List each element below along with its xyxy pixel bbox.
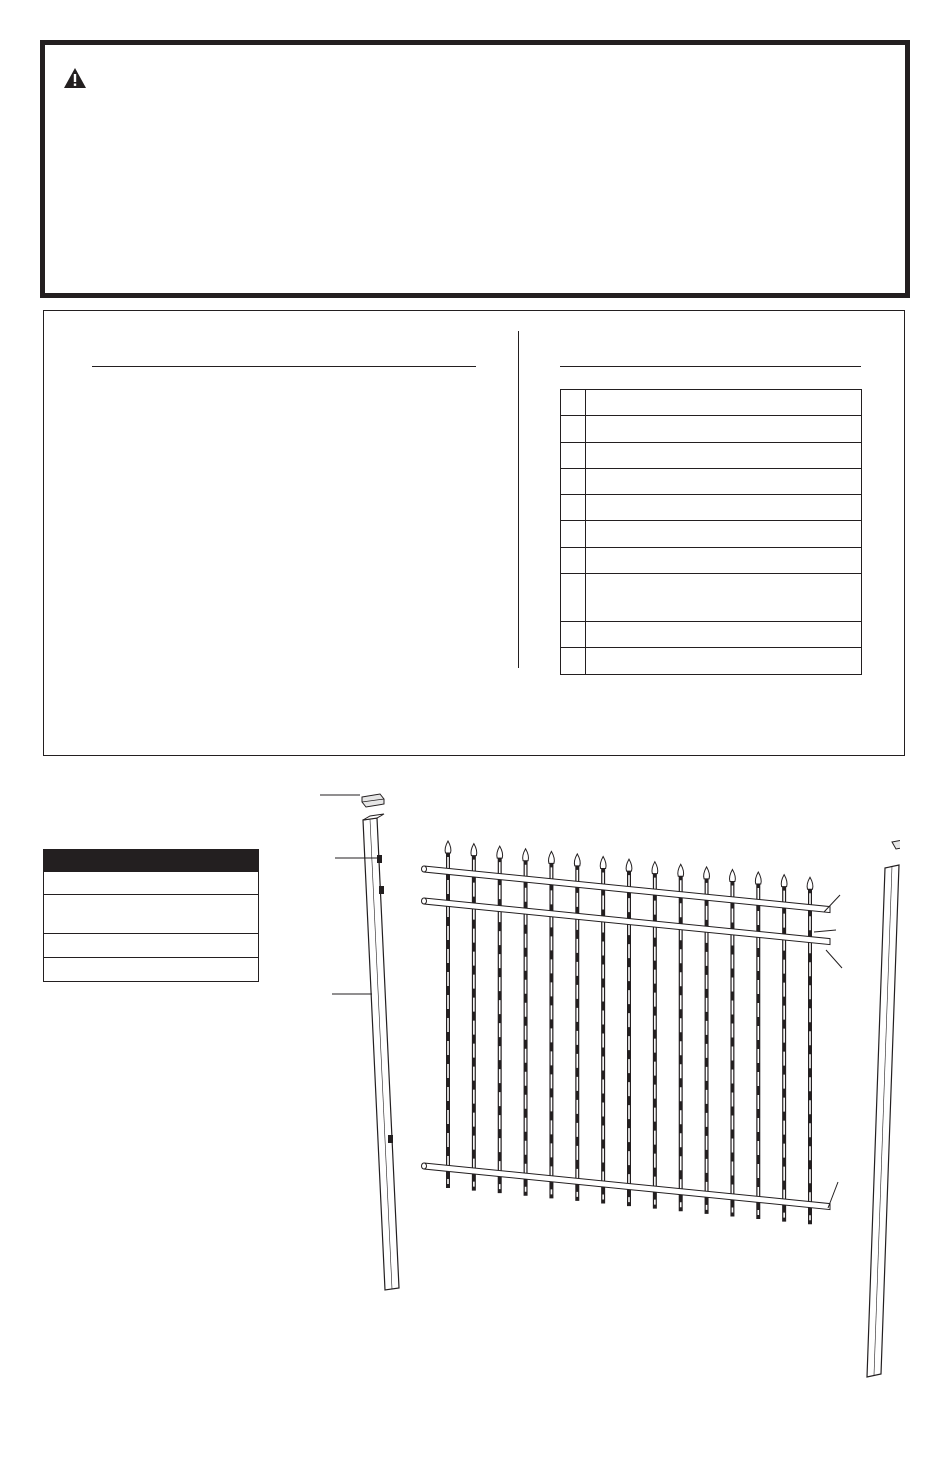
specification-cell: [44, 934, 259, 958]
picket-finial: [523, 849, 529, 861]
part-number-cell: [561, 521, 586, 547]
left-post: [363, 814, 399, 1290]
warning-box: [40, 40, 910, 298]
picket-finial: [549, 851, 555, 863]
leader-line-picket: [814, 930, 836, 932]
bottom-rail-end: [422, 1163, 427, 1169]
picket-finial: [445, 841, 451, 853]
picket-finial: [678, 864, 684, 876]
parts-row: [561, 390, 862, 416]
post-bracket-hole: [379, 886, 384, 894]
specification-row: [44, 934, 259, 958]
right-post-cap: [892, 839, 900, 849]
specification-row: [44, 872, 259, 895]
parts-row: [561, 648, 862, 674]
warning-triangle-icon: [63, 67, 87, 89]
part-description-cell: [586, 574, 862, 622]
specification-table: [43, 849, 259, 982]
picket-finial: [652, 862, 658, 874]
part-description-cell: [586, 648, 862, 674]
part-description-cell: [586, 468, 862, 494]
picket: [574, 854, 580, 1201]
picket-finial: [807, 877, 813, 889]
leader-line-middle-rail: [826, 950, 842, 968]
part-description-cell: [586, 495, 862, 521]
parts-row: [561, 495, 862, 521]
parts-row: [561, 547, 862, 573]
picket-finial: [704, 867, 710, 879]
specification-cell: [44, 872, 259, 895]
picket: [626, 859, 632, 1206]
part-number-cell: [561, 495, 586, 521]
part-number-cell: [561, 622, 586, 648]
specification-header-cell: [44, 850, 259, 872]
leader-line-top-rail: [824, 895, 840, 912]
parts-row: [561, 416, 862, 442]
part-number-cell: [561, 547, 586, 573]
specification-header-row: [44, 850, 259, 872]
part-number-cell: [561, 468, 586, 494]
picket-finial: [471, 844, 477, 856]
picket: [523, 849, 529, 1196]
picket-finial: [600, 857, 606, 869]
picket-finial: [730, 869, 736, 881]
left-post-cap: [362, 794, 384, 807]
specification-cell: [44, 895, 259, 934]
picket: [497, 846, 503, 1193]
picket: [678, 864, 684, 1211]
picket: [755, 872, 761, 1219]
part-description-cell: [586, 622, 862, 648]
leader-line-bottom-rail: [828, 1182, 838, 1208]
parts-list-table: [560, 389, 862, 675]
info-box: [43, 310, 905, 756]
picket: [652, 862, 658, 1209]
picket: [704, 867, 710, 1214]
picket: [730, 869, 736, 1216]
part-number-cell: [561, 442, 586, 468]
picket: [549, 851, 555, 1198]
specification-cell: [44, 958, 259, 982]
part-number-cell: [561, 648, 586, 674]
picket: [600, 857, 606, 1204]
right-heading-rule: [560, 366, 861, 367]
part-description-cell: [586, 442, 862, 468]
column-divider: [518, 331, 519, 668]
picket-finial: [574, 854, 580, 866]
post-bracket-hole: [377, 855, 382, 863]
part-description-cell: [586, 390, 862, 416]
part-number-cell: [561, 574, 586, 622]
middle-rail-end: [422, 898, 427, 904]
parts-row: [561, 521, 862, 547]
specification-row: [44, 958, 259, 982]
picket-finial: [755, 872, 761, 884]
picket-finial: [781, 875, 787, 887]
picket-finial: [497, 846, 503, 858]
part-description-cell: [586, 547, 862, 573]
specification-row: [44, 895, 259, 934]
part-description-cell: [586, 521, 862, 547]
right-post: [867, 865, 899, 1377]
rails: [422, 866, 831, 1210]
fence-assembly-diagram: [300, 780, 900, 1400]
part-number-cell: [561, 390, 586, 416]
left-heading-rule: [92, 366, 476, 367]
part-description-cell: [586, 416, 862, 442]
part-number-cell: [561, 416, 586, 442]
picket: [807, 877, 813, 1224]
parts-row: [561, 622, 862, 648]
picket: [781, 875, 787, 1222]
top-rail-end: [422, 866, 427, 872]
post-bracket-hole: [388, 1135, 393, 1143]
parts-row: [561, 468, 862, 494]
parts-row: [561, 442, 862, 468]
picket: [471, 844, 477, 1191]
picket: [445, 841, 451, 1188]
pickets: [445, 841, 813, 1224]
picket-finial: [626, 859, 632, 871]
parts-row: [561, 574, 862, 622]
